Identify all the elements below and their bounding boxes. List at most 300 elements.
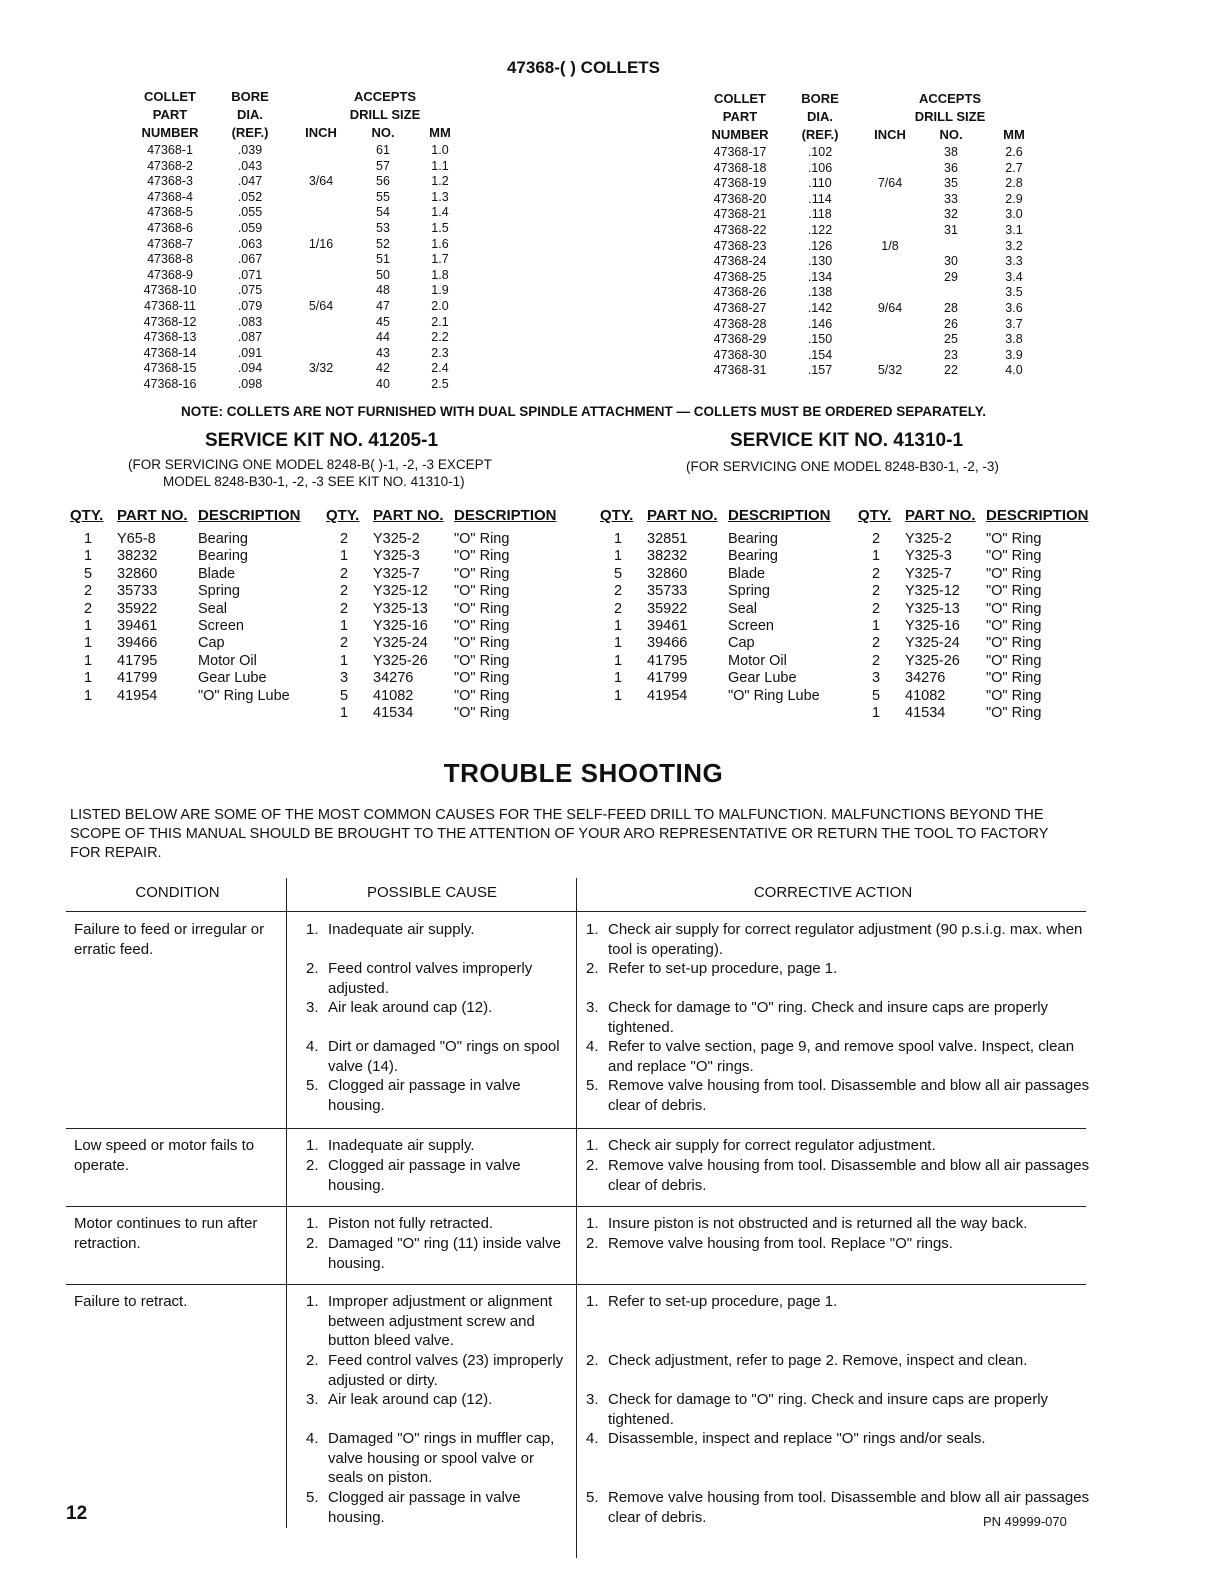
action-number: 4. <box>586 1430 599 1447</box>
kit-part-number: Y325-3 <box>373 548 420 565</box>
drill-mm: 1.3 <box>431 189 449 204</box>
kit-qty: 2 <box>339 600 349 617</box>
action-number: 1. <box>586 1293 599 1310</box>
drill-number: 25 <box>944 332 958 347</box>
kit-part-number: 35733 <box>117 583 158 600</box>
action-text: Check air supply for correct regulator adjustment (90 p.s.i.g. max. when tool is operating). <box>608 921 1083 958</box>
bore-dia: .067 <box>237 252 263 267</box>
bore-dia: .083 <box>237 314 263 329</box>
cause-number: 4. <box>306 1430 319 1447</box>
kit-description: Bearing <box>728 531 778 547</box>
action-text: Remove valve housing from tool. Disassemble and blow all air passages clear of debris. <box>608 1489 1090 1526</box>
kit-left-subtitle-1: (FOR SERVICING ONE MODEL 8248-B( )-1, -2, -3 EXCEPT <box>128 457 492 472</box>
kit-qty: 2 <box>871 583 881 600</box>
cause-item <box>306 1429 568 1488</box>
kit-part-number: 41799 <box>647 670 688 687</box>
kit-part-number: Y325-26 <box>373 652 428 669</box>
kit-part-number: 34276 <box>905 670 946 687</box>
collet-part-number: 47368-29 <box>713 332 767 347</box>
kit-description: "O" Ring <box>454 652 510 669</box>
drill-mm: 3.7 <box>1005 316 1023 331</box>
bore-dia: .110 <box>808 176 832 191</box>
possible-cause-list <box>306 1136 568 1195</box>
bore-dia: .055 <box>237 205 263 220</box>
kit-qty: 1 <box>339 618 349 634</box>
kit-part-number: Y325-13 <box>905 600 960 617</box>
condition-text: Motor continues to run after retraction. <box>74 1215 258 1252</box>
corrective-action-list <box>586 920 1098 1115</box>
cause-item <box>306 1234 568 1273</box>
drill-mm: 2.1 <box>431 314 449 329</box>
bore-dia: .043 <box>237 158 263 173</box>
kit-description: "O" Ring <box>986 583 1042 600</box>
cause-item <box>306 1390 568 1429</box>
kit-part-number: Y325-3 <box>905 548 952 565</box>
kit-qty: 2 <box>871 565 881 582</box>
drill-inch: 5/64 <box>308 299 334 313</box>
action-item <box>586 959 1098 998</box>
kit-part-number: 32860 <box>117 565 158 582</box>
condition-text: Failure to retract. <box>74 1293 188 1310</box>
drill-number: 42 <box>376 361 390 376</box>
header-qty: QTY. <box>858 507 892 524</box>
cause-number: 2. <box>306 1157 319 1174</box>
kit-description: Cap <box>198 635 225 652</box>
bore-dia: .087 <box>237 330 263 345</box>
drill-number: 31 <box>944 223 958 237</box>
action-number: 5. <box>586 1077 599 1094</box>
kit-description: "O" Ring <box>454 618 510 634</box>
kit-description: Gear Lube <box>728 670 797 687</box>
kit-part-number: 39461 <box>647 618 688 634</box>
drill-number: 36 <box>944 160 958 175</box>
kit-right-title: SERVICE KIT NO. 41310-1 <box>730 430 964 451</box>
bore-dia: .150 <box>807 332 833 347</box>
bore-dia: .114 <box>808 191 832 206</box>
kit-description: "O" Ring <box>986 652 1042 669</box>
kit-left-subtitle-2: MODEL 8248-B30-1, -2, -3 SEE KIT NO. 41310-1) <box>163 474 465 489</box>
drill-number: 55 <box>376 189 390 204</box>
kit-part-number: Y325-24 <box>905 635 960 652</box>
divider <box>66 1284 1086 1285</box>
action-number: 2. <box>586 960 599 977</box>
action-item <box>586 1136 1098 1156</box>
collets-note: NOTE: COLLETS ARE NOT FURNISHED WITH DUAL SPINDLE ATTACHMENT — COLLETS MUST BE ORDERED SEPARATELY. <box>180 404 986 419</box>
kit-description: "O" Ring <box>454 705 510 721</box>
kit-description: "O" Ring <box>454 687 510 704</box>
kit-description: "O" Ring <box>454 670 510 687</box>
collet-part-number: 47368-4 <box>147 189 193 204</box>
drill-mm: 1.2 <box>431 174 449 189</box>
cause-number: 2. <box>306 1235 319 1252</box>
header-qty: QTY. <box>326 507 360 524</box>
kit-qty: 5 <box>871 687 881 704</box>
kit-qty: 2 <box>339 531 349 547</box>
kit-description: Seal <box>728 600 758 617</box>
header-possible-cause: POSSIBLE CAUSE <box>366 884 498 901</box>
action-number: 3. <box>586 999 599 1016</box>
header-description: DESCRIPTION <box>454 507 557 524</box>
kit-part-number: 41082 <box>905 687 946 704</box>
divider <box>286 878 287 1528</box>
kit-qty: 1 <box>83 652 93 669</box>
collet-part-number: 47368-11 <box>144 299 196 313</box>
header-mm: MM <box>429 125 451 140</box>
kit-part-number: 41534 <box>373 705 414 721</box>
drill-number: 51 <box>376 252 390 267</box>
kit-description: "O" Ring <box>454 531 510 547</box>
action-number: 2. <box>586 1157 599 1174</box>
kit-qty: 2 <box>83 583 93 600</box>
kit-part-number: 38232 <box>647 548 688 565</box>
drill-mm: 2.4 <box>431 361 449 376</box>
kit-qty: 1 <box>613 618 623 634</box>
drill-number: 45 <box>376 314 390 329</box>
header-accepts: ACCEPTS <box>918 91 982 106</box>
drill-number: 54 <box>376 205 390 220</box>
kit-description: Spring <box>198 583 240 600</box>
collet-part-number: 47368-24 <box>713 254 767 269</box>
drill-number: 28 <box>944 301 958 315</box>
collet-part-number: 47368-6 <box>147 221 193 235</box>
drill-mm: 2.8 <box>1005 176 1023 191</box>
drill-mm: 3.9 <box>1005 347 1023 362</box>
collet-part-number: 47368-19 <box>713 176 767 191</box>
kit-part-number: Y325-16 <box>373 618 428 634</box>
action-text: Disassemble, inspect and replace "O" rings and/or seals. <box>608 1430 986 1447</box>
cause-item <box>306 998 568 1037</box>
kit-part-number: Y65-8 <box>117 531 156 547</box>
bore-dia: .130 <box>807 254 833 269</box>
header-corrective-action: CORRECTIVE ACTION <box>753 884 913 901</box>
action-text: Remove valve housing from tool. Disassemble and blow all air passages clear of debris. <box>608 1077 1090 1114</box>
kit-description: "O" Ring <box>986 565 1042 582</box>
bore-dia: .122 <box>807 223 833 237</box>
kit-description: Seal <box>198 600 228 617</box>
header-inch: INCH <box>874 127 906 142</box>
bore-dia: .134 <box>807 269 833 284</box>
kit-description: Blade <box>728 565 766 582</box>
collet-part-number: 47368-16 <box>143 377 197 391</box>
collet-part-number: 47368-3 <box>147 174 193 189</box>
header-description: DESCRIPTION <box>198 507 301 524</box>
corrective-action-list <box>586 1214 1098 1273</box>
action-number: 4. <box>586 1038 599 1055</box>
action-number: 5. <box>586 1489 599 1506</box>
cause-text: Damaged "O" rings in muffler cap, valve housing or spool valve or seals on piston. <box>328 1430 555 1486</box>
kit-part-number: 39466 <box>647 635 688 652</box>
collet-part-number: 47368-22 <box>713 223 767 237</box>
drill-mm: 1.1 <box>431 158 449 173</box>
drill-inch: 3/64 <box>308 174 334 189</box>
drill-mm: 3.3 <box>1005 254 1023 269</box>
kit-qty: 1 <box>871 618 881 634</box>
cause-text: Feed control valves (23) improperly adjusted or dirty. <box>328 1352 564 1389</box>
kit-description: Bearing <box>198 531 248 547</box>
drill-number: 44 <box>376 330 390 345</box>
header-number: NUMBER <box>711 127 769 142</box>
kit-qty: 1 <box>339 548 349 565</box>
bore-dia: .146 <box>807 316 833 331</box>
action-item <box>586 1429 1098 1488</box>
action-item <box>586 998 1098 1037</box>
bore-dia: .118 <box>808 207 832 222</box>
cause-item <box>306 1037 568 1076</box>
header-qty: QTY. <box>600 507 634 524</box>
condition-text: Failure to feed or irregular or erratic feed. <box>74 921 265 958</box>
kit-description: "O" Ring <box>986 600 1042 617</box>
kit-description: Cap <box>728 635 755 652</box>
kit-description: Screen <box>728 618 774 634</box>
kit-part-number: Y325-26 <box>905 652 960 669</box>
action-text: Check for damage to "O" ring. Check and insure caps are properly tightened. <box>608 1391 1049 1428</box>
kit-qty: 2 <box>871 531 881 547</box>
drill-mm: 2.2 <box>431 330 449 345</box>
cause-text: Damaged "O" ring (11) inside valve housing. <box>328 1235 561 1272</box>
header-number: NUMBER <box>141 125 199 140</box>
drill-number: 52 <box>376 236 390 251</box>
kit-part-number: 35733 <box>647 583 688 600</box>
bore-dia: .091 <box>237 345 263 360</box>
collet-part-number: 47368-13 <box>143 330 197 345</box>
cause-text: Air leak around cap (12). <box>328 1391 493 1408</box>
drill-number: 43 <box>376 345 390 360</box>
kit-right-subtitle-1: (FOR SERVICING ONE MODEL 8248-B30-1, -2, -3) <box>686 459 999 474</box>
bore-dia: .039 <box>237 143 263 157</box>
kit-part-number: 39466 <box>117 635 158 652</box>
drill-number: 57 <box>376 158 390 173</box>
kit-description: "O" Ring <box>986 531 1042 547</box>
kit-qty: 1 <box>613 687 623 704</box>
kit-qty: 5 <box>339 687 349 704</box>
action-item <box>586 1156 1098 1195</box>
kit-description: Screen <box>198 618 244 634</box>
drill-number: 48 <box>376 283 390 298</box>
kit-description: Motor Oil <box>728 652 787 669</box>
kit-qty: 1 <box>613 531 623 547</box>
action-text: Refer to set-up procedure, page 1. <box>608 960 838 977</box>
kit-qty: 1 <box>83 687 93 704</box>
drill-number: 32 <box>944 207 958 222</box>
action-text: Remove valve housing from tool. Replace "O" rings. <box>608 1235 953 1252</box>
drill-number: 40 <box>376 377 390 391</box>
kit-qty: 2 <box>339 583 349 600</box>
cause-item <box>306 1292 568 1351</box>
kit-qty: 2 <box>613 583 623 600</box>
action-item <box>586 1214 1098 1234</box>
collet-part-number: 47368-31 <box>713 363 767 378</box>
bore-dia: .098 <box>237 377 263 391</box>
kit-part-number: Y325-2 <box>373 531 420 547</box>
kit-part-number: 35922 <box>117 600 158 617</box>
kit-description: "O" Ring <box>454 565 510 582</box>
header-no: NO. <box>939 127 963 142</box>
kit-description: "O" Ring <box>454 583 510 600</box>
cause-text: Feed control valves improperly adjusted. <box>328 960 533 997</box>
kit-description: "O" Ring <box>986 635 1042 652</box>
drill-number: 56 <box>376 174 390 189</box>
cause-number: 4. <box>306 1038 319 1055</box>
action-text: Refer to set-up procedure, page 1. <box>608 1293 838 1310</box>
drill-mm: 2.9 <box>1005 191 1023 206</box>
collets-title: 47368-( ) COLLETS <box>506 58 661 77</box>
kit-qty: 2 <box>613 600 623 617</box>
kit-qty: 5 <box>613 565 623 582</box>
action-item <box>586 1037 1098 1076</box>
kit-qty: 2 <box>871 635 881 652</box>
kit-description: "O" Ring <box>986 548 1042 565</box>
action-number: 1. <box>586 921 599 938</box>
cause-item <box>306 1156 568 1195</box>
action-number: 3. <box>586 1391 599 1408</box>
corrective-action-list <box>586 1136 1098 1195</box>
action-item <box>586 920 1098 959</box>
drill-number: 50 <box>376 267 390 282</box>
kit-description: "O" Ring <box>986 705 1042 721</box>
possible-cause-list <box>306 1292 568 1527</box>
drill-number: 23 <box>944 347 958 362</box>
corrective-action-list <box>586 1292 1098 1527</box>
header-description: DESCRIPTION <box>728 507 831 524</box>
collet-part-number: 47368-23 <box>713 238 767 253</box>
header-drill-size: DRILL SIZE <box>349 107 421 122</box>
cause-text: Piston not fully retracted. <box>328 1215 494 1232</box>
collet-part-number: 47368-30 <box>713 347 767 362</box>
collet-part-number: 47368-7 <box>147 236 193 251</box>
collet-part-number: 47368-5 <box>147 205 193 220</box>
drill-mm: 3.5 <box>1005 285 1023 300</box>
action-text: Insure piston is not obstructed and is returned all the way back. <box>608 1215 1028 1232</box>
action-item <box>586 1234 1098 1273</box>
bore-dia: .157 <box>807 363 833 378</box>
bore-dia: .094 <box>237 361 263 376</box>
drill-inch: 1/16 <box>308 236 334 251</box>
bore-dia: .142 <box>807 301 833 315</box>
kit-qty: 1 <box>339 705 349 721</box>
cause-item <box>306 1488 568 1527</box>
cause-item <box>306 920 568 959</box>
header-dia: DIA. <box>807 109 833 124</box>
drill-mm: 1.0 <box>431 143 449 157</box>
kit-part-number: 41082 <box>373 687 414 704</box>
kit-part-number: 34276 <box>373 670 414 687</box>
cause-text: Inadequate air supply. <box>328 1137 475 1154</box>
action-text: Remove valve housing from tool. Disassemble and blow all air passages clear of debris. <box>608 1157 1090 1194</box>
bore-dia: .126 <box>807 238 833 253</box>
bore-dia: .075 <box>237 283 263 298</box>
kit-qty: 1 <box>339 652 349 669</box>
bore-dia: .106 <box>807 160 833 175</box>
bore-dia: .102 <box>807 145 833 159</box>
header-bore: BORE <box>801 91 839 106</box>
drill-mm: 2.0 <box>431 299 449 313</box>
drill-number: 22 <box>944 363 958 378</box>
drill-mm: 1.4 <box>431 205 449 220</box>
kit-part-number: 41954 <box>647 687 688 704</box>
kit-qty: 1 <box>871 705 881 721</box>
kit-qty: 1 <box>613 652 623 669</box>
drill-number: 35 <box>944 176 958 191</box>
kit-part-number: 32860 <box>647 565 688 582</box>
kit-description: "O" Ring Lube <box>728 687 820 704</box>
kit-qty: 1 <box>613 670 623 687</box>
drill-number: 53 <box>376 221 390 235</box>
collet-part-number: 47368-15 <box>143 361 197 376</box>
cause-item <box>306 1351 568 1390</box>
possible-cause-list <box>306 1214 568 1273</box>
kit-qty: 1 <box>871 548 881 565</box>
header-collet: COLLET <box>144 89 196 104</box>
action-text: Check adjustment, refer to page 2. Remove, inspect and clean. <box>608 1352 1028 1369</box>
cause-text: Dirt or damaged "O" rings on spool valve (14). <box>328 1038 560 1075</box>
kit-part-number: 41799 <box>117 670 158 687</box>
collet-part-number: 47368-28 <box>713 316 767 331</box>
drill-mm: 2.3 <box>431 345 449 360</box>
drill-mm: 3.0 <box>1005 207 1023 222</box>
kit-part-number: Y325-13 <box>373 600 428 617</box>
header-drill-size: DRILL SIZE <box>914 109 986 124</box>
kit-part-number: Y325-24 <box>373 635 428 652</box>
cause-text: Improper adjustment or alignment between adjustment screw and button bleed valve. <box>328 1293 553 1349</box>
kit-part-number: 41795 <box>647 652 688 669</box>
drill-mm: 2.6 <box>1005 145 1023 159</box>
drill-inch: 9/64 <box>877 301 903 315</box>
kit-left-title: SERVICE KIT NO. 41205-1 <box>205 430 439 451</box>
drill-mm: 1.9 <box>431 283 449 298</box>
kit-description: Bearing <box>728 548 778 565</box>
cause-text: Inadequate air supply. <box>328 921 475 938</box>
bore-dia: .079 <box>237 299 263 313</box>
bore-dia: .047 <box>237 174 263 189</box>
header-qty: QTY. <box>70 507 104 524</box>
header-dia: DIA. <box>237 107 263 122</box>
troubleshooting-title: TROUBLE SHOOTING <box>443 758 724 788</box>
header-condition: CONDITION <box>135 884 220 901</box>
drill-number: 30 <box>944 254 958 269</box>
kit-part-number: 41795 <box>117 652 158 669</box>
kit-description: "O" Ring <box>454 600 510 617</box>
kit-qty: 1 <box>83 531 93 547</box>
drill-number: 38 <box>944 145 958 159</box>
drill-mm: 3.6 <box>1005 301 1023 315</box>
kit-description: Spring <box>728 583 770 600</box>
kit-qty: 1 <box>613 548 623 565</box>
collet-part-number: 47368-27 <box>713 301 767 315</box>
possible-cause-list <box>306 920 568 1115</box>
collet-part-number: 47368-20 <box>713 191 767 206</box>
action-item <box>586 1351 1098 1390</box>
header-part-no: PART NO. <box>117 507 188 524</box>
cause-number: 1. <box>306 1215 319 1232</box>
collet-part-number: 47368-2 <box>147 158 193 173</box>
cause-number: 5. <box>306 1489 319 1506</box>
drill-mm: 4.0 <box>1005 363 1023 378</box>
troubleshooting-intro: LISTED BELOW ARE SOME OF THE MOST COMMON CAUSES FOR THE SELF-FEED DRILL TO MALFUNCTION. MALFUNCTIONS BEYOND THE SCOPE OF THIS MANUAL SHOULD BE BROUGHT TO THE ATTENTION OF YOUR ARO REPRESENTATIVE OR RETURN THE TOOL TO FACTORY FOR REPAIR. <box>70 807 1049 861</box>
kit-description: "O" Ring <box>454 548 510 565</box>
divider <box>66 1128 1086 1129</box>
cause-item <box>306 959 568 998</box>
drill-mm: 1.8 <box>431 267 449 282</box>
header-mm: MM <box>1003 127 1025 142</box>
kit-description: "O" Ring <box>986 687 1042 704</box>
drill-number: 61 <box>376 143 390 157</box>
action-item <box>586 1390 1098 1429</box>
part-number: PN 49999-070 <box>983 1514 1067 1529</box>
drill-number: 29 <box>944 269 958 284</box>
kit-part-number: Y325-7 <box>905 565 952 582</box>
header-collet: COLLET <box>714 91 766 106</box>
drill-mm: 1.6 <box>431 236 449 251</box>
